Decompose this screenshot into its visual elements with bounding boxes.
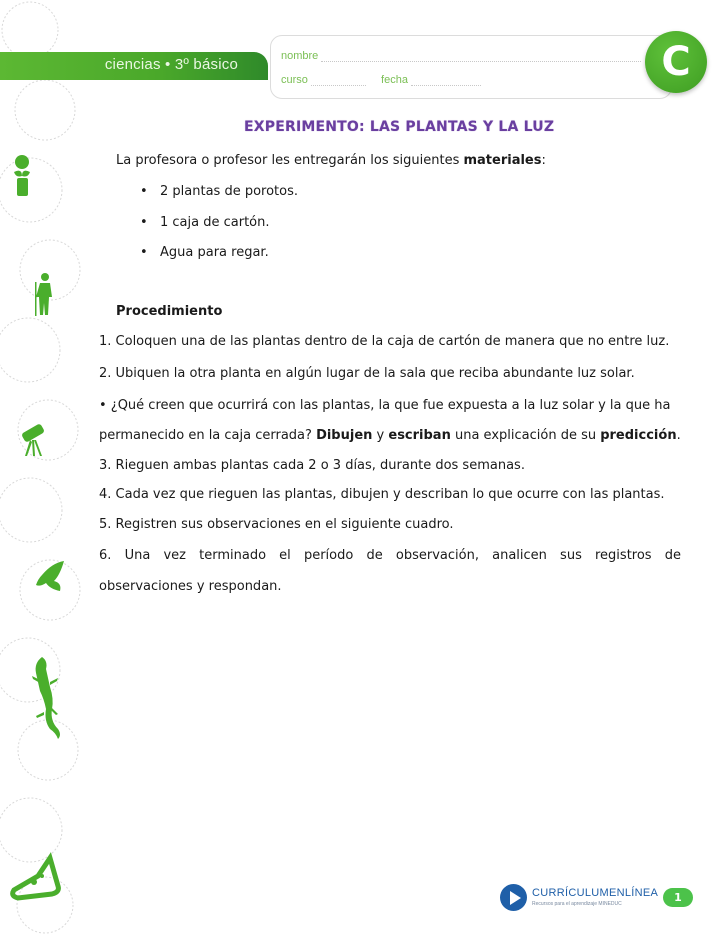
student-info-form [270, 35, 672, 99]
bullet-icon: • [140, 215, 148, 230]
procedure-step-6-line2: observaciones y respondan. [99, 579, 282, 594]
materials-item: 2 plantas de porotos. [160, 184, 298, 199]
lizard-icon [32, 657, 60, 739]
date-label: fecha [381, 74, 408, 86]
butterfly-icon [36, 561, 64, 591]
course-label: curso [281, 74, 308, 86]
procedure-step-2: 2. Ubiquen la otra planta en algún lugar de la sala que reciba abundante luz solar. [99, 366, 635, 381]
decorative-border [0, 0, 95, 943]
prediction-question-line2: permanecido en la caja cerrada? Dibujen y escriban una explicación de su predicción. [99, 428, 681, 443]
procedure-step-6-line1: 6. Una vez terminado el período de observación, analicen sus registros de [99, 548, 681, 563]
telescope-icon [21, 423, 45, 456]
page-title: EXPERIMENTO: LAS PLANTAS Y LA LUZ [244, 119, 555, 135]
subject-label: ciencias • 3º básico [104, 56, 238, 73]
bullet-icon: • [140, 245, 148, 260]
logo-text: CURRÍCULUMENLÍNEA [532, 887, 659, 899]
name-label: nombre [281, 50, 319, 62]
materials-item: 1 caja de cartón. [160, 215, 270, 230]
bullet-icon: • [140, 184, 148, 199]
play-icon [500, 884, 527, 911]
curriculum-logo[interactable] [500, 884, 659, 912]
procedure-step-3: 3. Rieguen ambas plantas cada 2 o 3 días, durante dos semanas. [99, 458, 525, 473]
materials-intro: La profesora o profesor les entregarán los siguientes materiales: [116, 153, 546, 168]
person-icon [35, 273, 52, 316]
course-field[interactable] [311, 75, 366, 86]
date-field[interactable] [411, 75, 481, 86]
procedure-heading: Procedimiento [116, 304, 223, 319]
materials-item: Agua para regar. [160, 245, 269, 260]
prediction-question-line1: • ¿Qué creen que ocurrirá con las plantas, la que fue expuesta a la luz solar y la que ha [99, 398, 671, 413]
plant-icon [14, 155, 30, 196]
page-number: 1 [663, 888, 693, 907]
logo-subtitle: Recursos para el aprendizaje MINEDUC [532, 901, 622, 907]
level-badge: C [645, 31, 707, 93]
procedure-step-5: 5. Registren sus observaciones en el siguiente cuadro. [99, 517, 454, 532]
subject-banner [0, 52, 268, 80]
flask-icon [13, 858, 59, 898]
name-field[interactable] [321, 51, 641, 62]
procedure-step-1: 1. Coloquen una de las plantas dentro de la caja de cartón de manera que no entre luz. [99, 334, 670, 349]
procedure-step-4: 4. Cada vez que rieguen las plantas, dibujen y describan lo que ocurre con las plantas. [99, 487, 665, 502]
